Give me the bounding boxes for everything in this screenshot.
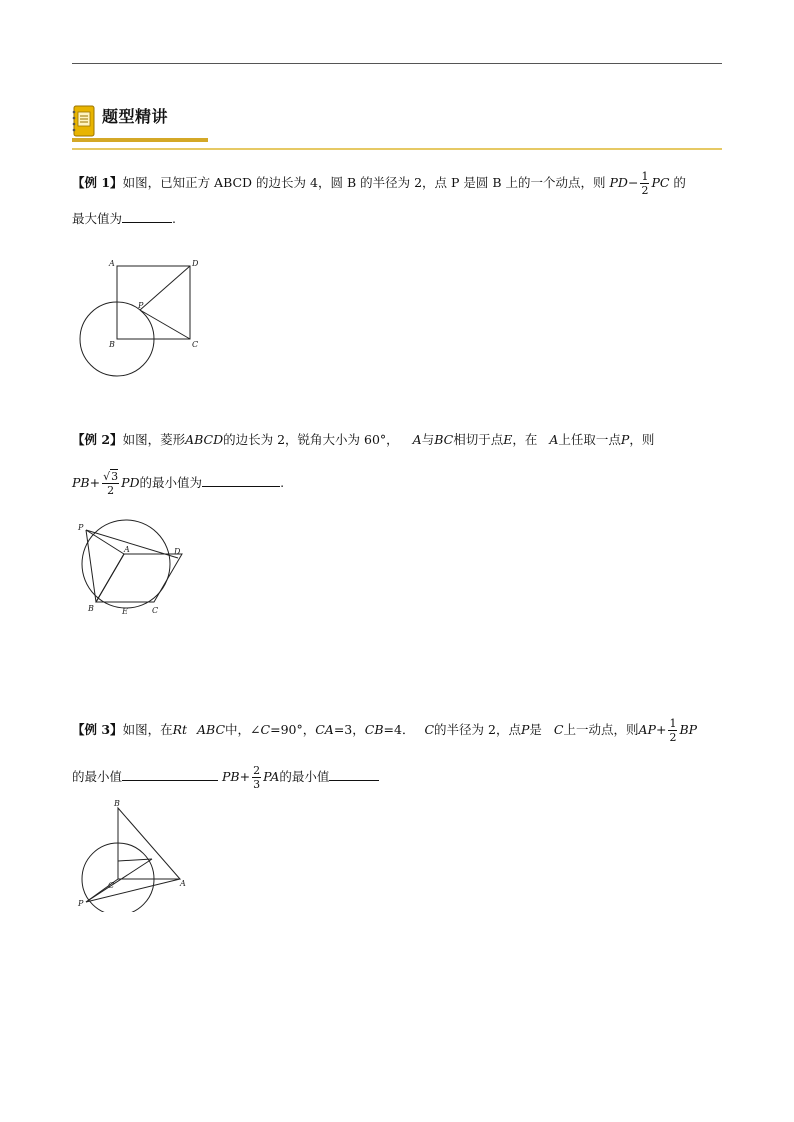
example1-text: 如图，已知正方 ABCD 的边长为 4，圆 B 的半径为 2，点 P 是圆 B 上的一个动点，则 bbox=[122, 175, 606, 190]
answer-blank[interactable] bbox=[329, 768, 379, 781]
example1-expr-b: PC bbox=[651, 175, 670, 190]
square-abcd bbox=[117, 266, 190, 339]
label-b: B bbox=[109, 340, 115, 349]
example1-figure bbox=[74, 258, 214, 382]
section-header bbox=[72, 104, 212, 150]
example1-question: 最大值为 bbox=[72, 211, 123, 226]
example2-figure bbox=[74, 516, 194, 620]
example2-fraction: $\frac{√3}{2}$ bbox=[103, 470, 119, 497]
label-p: P bbox=[78, 899, 84, 908]
example3-figure bbox=[74, 796, 194, 912]
example1-line1 bbox=[72, 170, 686, 197]
example2-line2: PB+ $\frac{√3}{2}$ PD的最小值为 . bbox=[72, 470, 285, 497]
example3-line1: 【例 3】如图，在Rt ABC中，∠C=90°，CA=3，CB=4． C的半径为 2，点P是 C上一动点，则AP+ $\frac{1}{2}$ BP bbox=[72, 717, 698, 744]
header-accent-bar bbox=[72, 138, 208, 142]
example2-label: 【例 2】 bbox=[72, 432, 123, 447]
example1-fraction: $\frac{1}{2}$ bbox=[641, 170, 649, 197]
label-c: C bbox=[152, 606, 159, 615]
label-d: D bbox=[192, 259, 199, 268]
label-b: B bbox=[114, 799, 120, 808]
segment-pd bbox=[140, 266, 190, 310]
answer-blank[interactable] bbox=[122, 768, 218, 781]
example3-fraction-1: $\frac{1}{2}$ bbox=[669, 717, 677, 744]
label-c: C bbox=[192, 340, 199, 349]
triangle-abc bbox=[118, 808, 180, 879]
label-p: P bbox=[138, 301, 144, 310]
label-e: E bbox=[122, 607, 128, 616]
label-a: A bbox=[180, 879, 186, 888]
segment-pc bbox=[140, 310, 190, 339]
label-d: D bbox=[174, 547, 181, 556]
example3-label: 【例 3】 bbox=[72, 722, 123, 737]
label-a: A bbox=[109, 259, 115, 268]
example1-expr-a: PD bbox=[609, 175, 628, 190]
segment-pa bbox=[86, 879, 180, 902]
answer-blank[interactable] bbox=[122, 210, 172, 223]
answer-blank[interactable] bbox=[202, 474, 280, 487]
example3-fraction-2: $\frac{2}{3}$ bbox=[253, 764, 261, 791]
notebook-icon bbox=[72, 104, 96, 138]
label-p: P bbox=[78, 523, 84, 532]
example1-line2: 最大值为 . bbox=[72, 211, 176, 226]
segment-pa bbox=[86, 530, 124, 554]
section-title: 题型精讲 bbox=[102, 107, 169, 126]
example2-line1: 【例 2】如图，菱形ABCD的边长为 2，锐角大小为 60°， A与BC相切于点E，在 A上任取一点P，则 bbox=[72, 432, 655, 447]
segment-pb bbox=[86, 859, 152, 902]
example1-op: − bbox=[627, 175, 639, 190]
example3-line2: 的最小值 PB+ $\frac{2}{3}$ PA的最小值 bbox=[72, 764, 379, 791]
label-c: C bbox=[108, 881, 115, 890]
example1-label: 【例 1】 bbox=[72, 175, 123, 190]
header-underline bbox=[72, 148, 722, 150]
rhombus-abcd bbox=[96, 554, 182, 602]
label-a: A bbox=[124, 545, 130, 554]
label-b: B bbox=[88, 604, 94, 613]
example1-text-after: 的 bbox=[673, 175, 686, 190]
top-rule bbox=[72, 63, 722, 64]
